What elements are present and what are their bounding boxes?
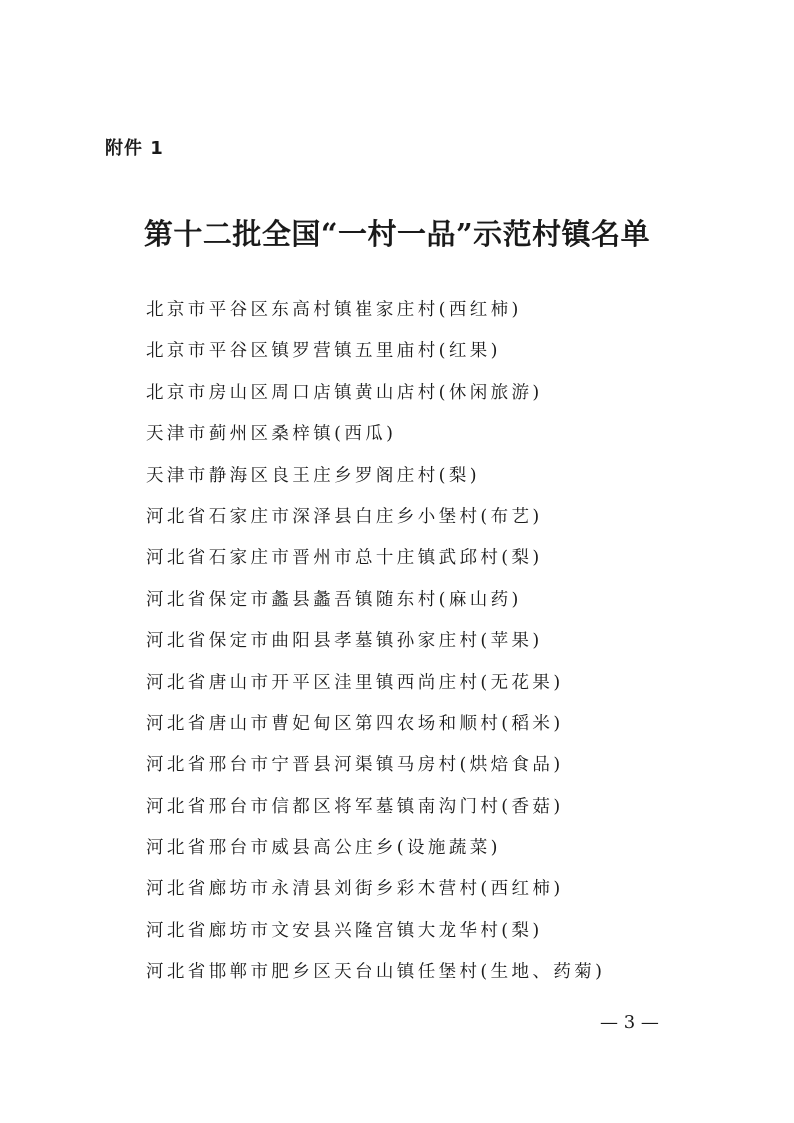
list-item: 北京市平谷区镇罗营镇五里庙村(红果): [146, 341, 501, 362]
village-list: [146, 295, 605, 999]
list-item: 河北省邯郸市肥乡区天台山镇任堡村(生地、药菊): [146, 962, 606, 983]
list-item: 河北省廊坊市文安县兴隆宫镇大龙华村(梨): [146, 920, 543, 941]
list-item: 河北省石家庄市晋州市总十庄镇武邱村(梨): [146, 548, 543, 569]
page-number: — 3 —: [600, 1012, 659, 1033]
list-item: 河北省邢台市宁晋县河渠镇马房村(烘焙食品): [146, 755, 564, 776]
list-item: 河北省石家庄市深泽县白庄乡小堡村(布艺): [146, 506, 543, 527]
list-item: 河北省唐山市开平区洼里镇西尚庄村(无花果): [146, 672, 564, 693]
list-item: 天津市静海区良王庄乡罗阁庄村(梨): [146, 465, 480, 486]
list-item: 河北省廊坊市永清县刘街乡彩木营村(西红柿): [146, 879, 564, 900]
list-item: 河北省邢台市信都区将军墓镇南沟门村(香菇): [146, 796, 564, 817]
list-item: 北京市房山区周口店镇黄山店村(休闲旅游): [146, 382, 543, 403]
list-item: 河北省唐山市曹妃甸区第四农场和顺村(稻米): [146, 713, 564, 734]
attachment-label: 附件 1: [105, 138, 164, 159]
list-item: 北京市平谷区东高村镇崔家庄村(西红柿): [146, 300, 522, 320]
list-item: 河北省保定市曲阳县孝墓镇孙家庄村(苹果): [146, 631, 543, 652]
list-item: 河北省邢台市威县高公庄乡(设施蔬菜): [146, 838, 501, 859]
document-title: 第十二批全国“一村一品”示范村镇名单: [143, 217, 651, 251]
list-item: 天津市蓟州区桑梓镇(西瓜): [146, 424, 397, 445]
list-item: 河北省保定市蠡县蠡吾镇随东村(麻山药): [146, 589, 522, 610]
